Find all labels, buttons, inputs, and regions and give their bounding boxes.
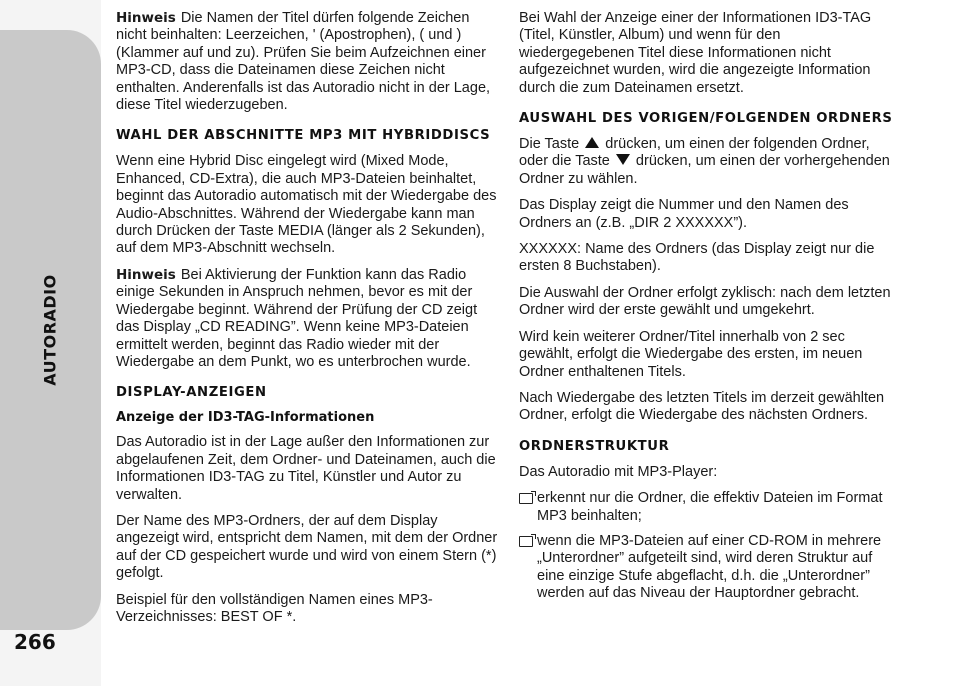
- heading-ordner-auswahl: AUSWAHL DES VORIGEN/FOLGENDEN ORDNERS: [519, 111, 893, 127]
- heading-hybrid-discs: WAHL DER ABSCHNITTE MP3 MIT HYBRIDDISCS: [116, 128, 491, 144]
- paragraph: Wird kein weiterer Ordner/Titel innerhalb von 2 sec gewählt, erfolgt die Wiedergabe des ersten, im neuen Ordner enthaltenen Titels.: [519, 328, 863, 380]
- heading-display-anzeigen: DISPLAY-ANZEIGEN: [116, 385, 267, 401]
- note-lead: Hinweis: [116, 266, 176, 283]
- list-item-text: wenn die MP3-Dateien auf einer CD-ROM in mehrere „Unterordner” aufgeteilt sind, wird deren Struktur auf eine einzige Stufe abgeflacht, d.h. die „Unterordner” werden auf das Niveau der Hauptordner gebracht.: [537, 532, 882, 602]
- paragraph: Beispiel für den vollständigen Namen eines MP3-Verzeichnisses: BEST OF *.: [116, 591, 433, 625]
- paragraph: Das Display zeigt die Nummer und den Namen des Ordners an (z.B. „DIR 2 XXXXXX”).: [519, 197, 849, 231]
- paragraph: Der Name des MP3-Ordners, der auf dem Display angezeigt wird, entspricht dem Namen, mit dem der Ordner auf der CD gespeichert wurde und wird von einem Stern (*) gefolgt.: [116, 512, 498, 582]
- checkbox-bullet-icon: [519, 536, 533, 547]
- paragraph: Das Autoradio mit MP3-Player:: [519, 463, 718, 480]
- section-label: AUTORADIO: [40, 274, 60, 386]
- paragraph: Die Auswahl der Ordner erfolgt zyklisch: nach dem letzten Ordner wird der erste gewählt und umgekehrt.: [519, 284, 891, 319]
- page-number: 266: [14, 630, 56, 654]
- arrow-up-icon: [585, 137, 599, 148]
- arrow-down-icon: [616, 154, 630, 165]
- subheading-id3-tag: Anzeige der ID3-TAG-Informationen: [116, 410, 375, 426]
- key-text: drücken, um einen der folgenden Ordner, oder die: [519, 136, 870, 170]
- note-lead: Hinweis: [116, 10, 176, 26]
- paragraph: XXXXXX: Name des Ordners (das Display zeigt nur die ersten 8 Buchstaben).: [519, 241, 875, 275]
- paragraph: Nach Wiedergabe des letzten Titels im derzeit gewählten Ordner, erfolgt die Wiedergabe des nächsten Ordners.: [519, 389, 885, 424]
- list-item-text: erkennt nur die Ordner, die effektiv Dateien im Format MP3 beinhalten;: [537, 490, 883, 524]
- paragraph: Wenn eine Hybrid Disc eingelegt wird (Mixed Mode, Enhanced, CD-Extra), die auch MP3-Dateien beinhaltet, beginnt das Autoradio automatisch mit der Wiedergabe des Audio-Abschnittes. Während der Wiedergabe kann man durch Drücken der Taste MEDIA (länger als 2 Sekunden), auf dem MP3-Abschnitt wechseln.: [116, 153, 497, 257]
- key-text: drücken, um einen der vorhergehenden Ordner zu wählen.: [519, 153, 890, 187]
- heading-ordnerstruktur: ORDNERSTRUKTUR: [519, 438, 670, 454]
- list-item: [519, 490, 899, 525]
- right-column: [519, 10, 899, 611]
- list-item: [519, 533, 899, 603]
- section-tab: [0, 0, 101, 686]
- paragraph: Bei Wahl der Anzeige einer der Informationen ID3-TAG (Titel, Künstler, Album) und wenn für den wiedergegebenen Titel diese Informationen nicht aufgezeichnet wurden, wird die angezeigte Information durch die zum Dateinamen ersetzt.: [519, 10, 872, 96]
- note-text: Bei Aktivierung der Funktion kann das Radio einige Sekunden in Anspruch nehmen, bevor es mit der Wiedergabe beginnt. Während der Prüfung der CD zeigt das Display „CD READING”. Wenn keine MP3-Dateien ermittelt werden, beginnt das Radio wieder mit der Wiedergabe an dem Punkt, wo es unterbrochen wurde.: [116, 266, 478, 370]
- key-text: Die Taste: [519, 136, 580, 153]
- note-hinweis-1: [116, 10, 502, 114]
- paragraph: Das Autoradio ist in der Lage außer den Informationen zur abgelaufenen Zeit, dem Ordner- und Dateinamen, auch die Informationen ID3-TAG zu Titel, Künstler und Autor zu verwalten.: [116, 434, 496, 503]
- key-instructions: [519, 136, 899, 188]
- note-text: Die Namen der Titel dürfen folgende Zeichen nicht beinhalten: Leerzeichen, ' (Apostrophen), ( und ) (Klammer auf und zu). Prüfen Sie beim Aufzeichnen einer MP3-CD, dass die Dateinamen diese Zeichen nicht enthalten. Anderenfalls ist das Autoradio nicht in der Lage, diese Titel wiederzugeben.: [116, 10, 491, 114]
- left-column: [116, 10, 502, 635]
- checkbox-bullet-icon: [519, 493, 533, 504]
- key-text: Taste: [575, 153, 610, 170]
- note-hinweis-2: [116, 267, 502, 371]
